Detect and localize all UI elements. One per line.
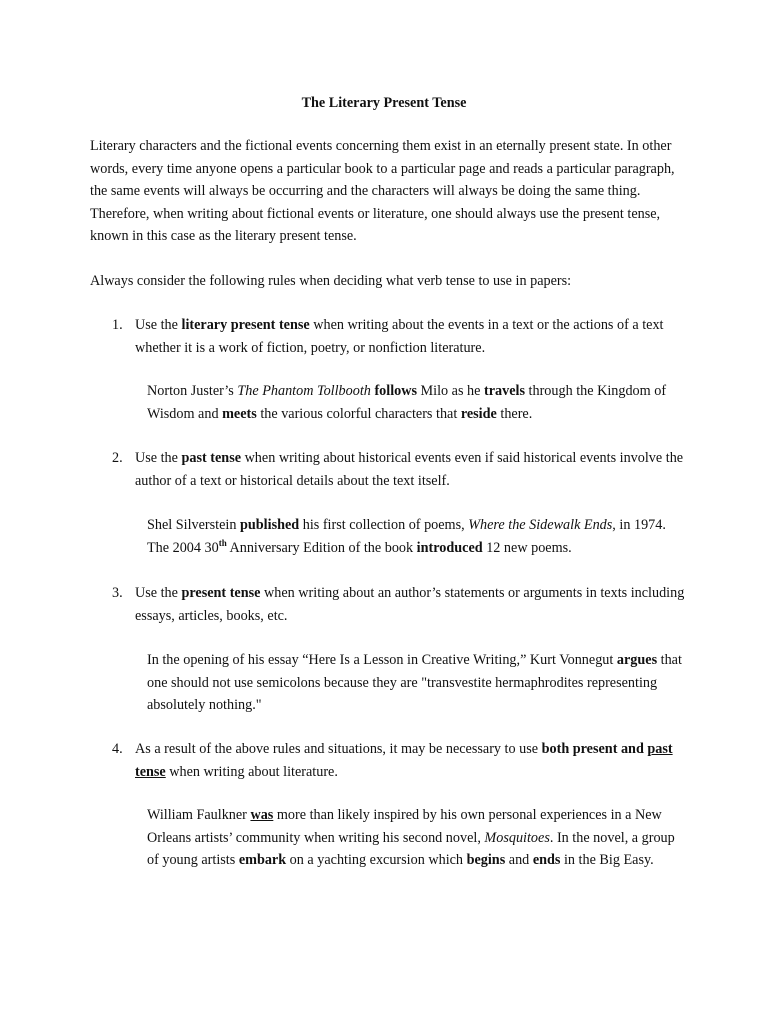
example-text: on a yachting excursion which	[286, 852, 467, 869]
rule-key-term: past tense	[181, 450, 242, 466]
rule-4	[112, 738, 686, 783]
example-verb: introduced	[416, 539, 483, 556]
example-verb: embark	[238, 852, 287, 869]
example-text: through the Kingdom of Wisdom and	[147, 383, 667, 422]
rule-key-term: literary present tense	[181, 317, 310, 333]
example-text: Anniversary Edition of the book	[226, 539, 417, 556]
example-text: in the Big Easy.	[560, 852, 654, 869]
rule-2-example	[147, 514, 687, 559]
example-text: Milo as he	[417, 383, 484, 399]
rule-text-part: when writing about the events in a text or the actions of a text whether it is a work of fiction, poetry, or nonfiction literature.	[135, 317, 664, 356]
rule-number: 4.	[112, 741, 123, 757]
rule-text-part: when writing about historical events even if said historical events involve the author of a text or historical details about the text itself.	[135, 450, 684, 489]
rule-text-part: Use the	[135, 317, 182, 333]
rules-lead-in: Always consider the following rules when deciding what verb tense to use in papers:	[90, 273, 572, 289]
rule-text-part: Use the	[135, 450, 182, 466]
rule-1-example	[147, 380, 687, 425]
rule-number: 3.	[112, 585, 123, 601]
example-verb: published	[240, 517, 300, 533]
example-text: there.	[496, 405, 533, 422]
example-text: In the opening of his essay “Here Is a Lesson in Creative Writing,” Kurt Vonnegut	[147, 652, 617, 668]
example-text: Shel Silverstein	[147, 517, 241, 533]
example-text: William Faulkner	[147, 807, 251, 823]
ordinal-superscript: th	[218, 537, 227, 548]
example-book-title: Where the Sidewalk Ends	[468, 517, 613, 533]
rule-3-example	[147, 649, 687, 717]
rule-text-part: when writing about an author’s statements or arguments in texts including essays, articles, books, etc.	[135, 585, 685, 624]
rule-1	[112, 314, 686, 359]
example-text: the various colorful characters that	[256, 405, 461, 422]
intro-paragraph: Literary characters and the fictional events concerning them exist in an eternally present state. In other words, every time anyone opens a particular book to a particular page and reads a particular paragraph, the same events will always be occurring and the characters will always be doing the same thing. Therefore, when writing about fictional events or literature, one should always use the present tense, known in this case as the literary present tense.	[90, 138, 675, 245]
example-text: that one should not use semicolons because they are "transvestite hermaphrodites representing absolutely nothing."	[147, 652, 682, 714]
page-title: The Literary Present Tense	[301, 95, 467, 111]
rule-2	[112, 447, 686, 492]
example-text: and	[505, 852, 533, 869]
example-text: his first collection of poems,	[299, 517, 469, 533]
rule-text-part: when writing about literature.	[165, 763, 338, 780]
rule-text	[135, 314, 686, 359]
example-book-title: Mosquitoes	[484, 829, 550, 846]
rule-4-example	[147, 804, 687, 872]
example-verb: travels	[484, 383, 525, 399]
example-text: 12 new poems.	[482, 539, 572, 556]
rule-number: 2.	[112, 450, 123, 466]
rule-key-term-underlined: past tense	[135, 741, 673, 780]
rule-text	[135, 582, 686, 627]
rule-number: 1.	[112, 317, 123, 333]
example-verb: ends	[532, 852, 561, 869]
example-text: . In the novel, a group of young artists	[147, 829, 675, 869]
rule-key-term: present tense	[181, 585, 261, 601]
rule-text-part: As a result of the above rules and situations, it may be necessary to use	[135, 741, 542, 757]
rule-3	[112, 582, 686, 627]
example-text: , in 1974. The 2004 30	[147, 517, 666, 556]
example-verb: reside	[460, 405, 497, 422]
rule-key-term: both present and	[541, 741, 644, 757]
example-text: more than likely inspired by his own personal experiences in a New Orleans artists’ community when writing his second novel,	[147, 807, 662, 846]
rule-text	[135, 447, 686, 492]
example-verb: meets	[222, 405, 257, 422]
example-verb-underlined: was	[250, 807, 274, 823]
rule-text	[135, 738, 686, 783]
rule-text-part: Use the	[135, 585, 182, 601]
example-verb: begins	[466, 852, 506, 869]
example-book-title: The Phantom Tollbooth	[237, 383, 371, 399]
example-verb: argues	[616, 652, 658, 668]
example-text: Norton Juster’s	[147, 383, 238, 399]
example-verb: follows	[374, 383, 417, 399]
